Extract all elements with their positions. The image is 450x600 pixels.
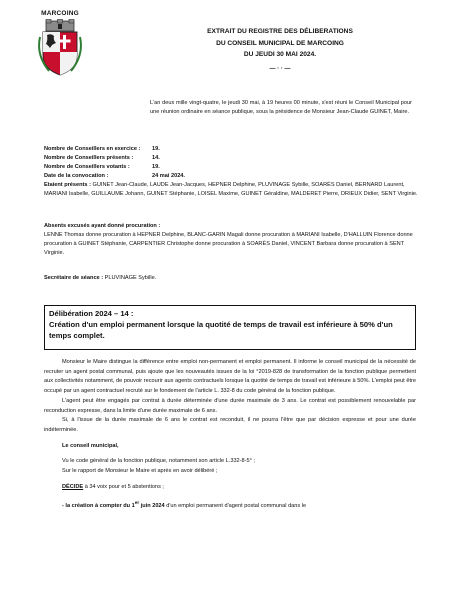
deliberation-body (44, 358, 416, 512)
secretary-line (44, 274, 420, 283)
deliberation-title: Création d'un emploi permanent lorsque la quotité de temps de travail est inférieure à 50% d'un temps complet. (49, 320, 393, 341)
coat-of-arms-icon (37, 19, 83, 77)
secretary-name: PLUVINAGE Sybille. (104, 275, 157, 281)
decision-line (44, 483, 416, 493)
count-label: Date de la convocation : (44, 172, 109, 179)
attendance-section (44, 145, 420, 198)
report-line: Sur le rapport de Monsieur le Maire et après en avoir délibéré ; (62, 468, 218, 475)
presents-list: GUINET Jean-Claude, LAUDE Jean-Jacques, HEPNER Delphine, PLUVINAGE Sybille, SOARÈS Daniel, BERNARD Laurent, MARIANI Isabelle, GUILLAUME Johann, GUINET Stéphanie, LOISEL Maxime, GUINET Géraldine, MALDERET Pierre, DRIEUX Didier, SENT Virginie. (44, 181, 418, 197)
procurations-title: Absents excusés ayant donné procuration : (44, 223, 161, 229)
coat-of-arms (28, 10, 92, 77)
town-name: MARCOING (41, 10, 79, 17)
header-line-1: EXTRAIT DU REGISTRE DES DÉLIBERATIONS (207, 28, 353, 35)
decision-item: - la création à compter du 1er juin 2024 d'un emploi permanent d'agent postal communal dans le (62, 500, 307, 510)
header-line-2: DU CONSEIL MUNICIPAL DE MARCOING (216, 39, 344, 47)
count-value: 14. (152, 154, 160, 161)
council-heading: Le conseil municipal, (62, 442, 119, 449)
count-value: 19. (152, 146, 160, 152)
body-paragraph: Monsieur le Maire distingue la différence entre emploi non-permanent et emploi permanent. Il informe le conseil municipal de la nécessité de recruter un agent postal communal, puis ajoute que les nouveautés issues de la loi °2019-828 de transformation de la fonction publique permettent aux collectivités notamment, de pouvoir recourir aux agents contractuels lorsque la quotité de temps de travail est inférieure à 50%. L'emploi peut être occupé par un agent contractuel recruté sur le fondement de l'article L. 332-8 du code général de la fonction publique. (44, 359, 416, 395)
procurations-section (44, 222, 420, 258)
count-row (44, 154, 420, 163)
count-label: Nombre de Conseillers présents : (44, 154, 134, 161)
count-label: Nombre de Conseillers en exercice : (44, 146, 141, 152)
count-value: 19. (152, 163, 160, 170)
decision-word: DÉCIDE (62, 483, 84, 490)
count-value: 24 mai 2024. (152, 172, 185, 179)
preamble-text: L'an deux mille vingt-quatre, le jeudi 30 mai, à 19 heures 00 minute, s'est réuni le Conseil Municipal pour une réunion ordinaire en séance publique, sous la présidence de Monsieur Jean-Claude GUINET, Maire. (150, 100, 412, 115)
body-paragraph: L'agent peut être engagés par contrat à durée déterminée d'une durée maximale de 3 ans. Le contrat est possiblement renouvelable par reconduction expresse, dans la limite d'une durée maximale de 6 ans. (44, 397, 416, 414)
document-header (150, 26, 410, 77)
deliberation-number: Délibération 2024 – 14 : (49, 309, 134, 318)
secretary-label: Secrétaire de séance : (44, 275, 104, 281)
decision-vote: à 34 voix pour et 5 abstentions ; (83, 483, 164, 490)
header-separator: — · · — (269, 65, 291, 72)
count-label: Nombre de Conseillers votants : (44, 163, 130, 170)
count-row (44, 172, 420, 181)
count-row (44, 163, 420, 172)
procurations-list: LENNE Thomas donne procuration à HEPNER Delphine, BLANC-GARIN Magali donne procuration à MARIANI Isabelle, D'HALLUIN Florence donne procuration à GUINET Stéphanie, CARPENTIER Christophe donne procuration à SOARÈS Daniel, VINCENT Barbara donne procuration à SENT Virginie. (44, 231, 413, 256)
presents-label: Etaient présents : (44, 181, 91, 188)
deliberation-box (44, 305, 416, 350)
body-paragraph: Si, à l'issue de la durée maximale de 6 ans le contrat est reconduit, il ne pourra l'être que par décision expresse et pour une durée indéterminée. (44, 417, 416, 433)
header-line-3: DU JEUDI 30 MAI 2024. (243, 51, 317, 58)
legal-reference: Vu le code général de la fonction publique, notamment son article L.332-8-5° ; (62, 458, 255, 465)
count-row (44, 145, 420, 154)
presents-paragraph (44, 181, 420, 199)
